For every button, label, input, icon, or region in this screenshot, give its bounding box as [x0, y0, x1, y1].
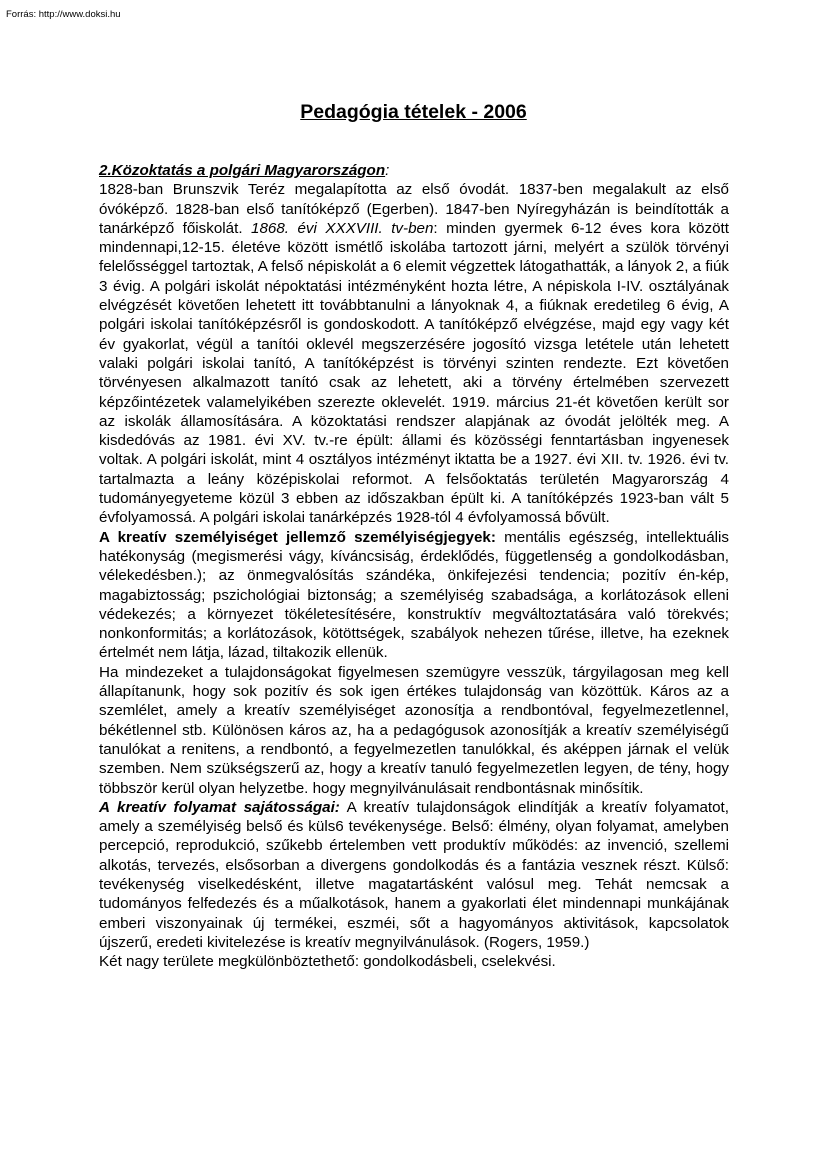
section-heading: 2.Közoktatás a polgári Magyarországon: [99, 162, 386, 179]
paragraph-areas: Két nagy területe megkülönböztethető: gondolkodásbeli, cselekvési.: [99, 953, 556, 971]
paragraph-evaluation: Ha mindezeket a tulajdonságokat figyelmesen szemügyre vesszük, tárgyilagosan meg kell állapítanunk, hogy sok pozitív és sok igen értékes tulajdonság van közöttük. Káros az a szemlélet, amely a kreatív személyiséget azonosítja a rendbontóval, fegyelmezetlennel, békétlennel stb. Különösen káros az, ha a pedagógusok azonosítják a kreatív személyiségű tanulókat a renitens, a rendbontó, a fegyelmezetlen tanulókkal, és aképpen járnak el velük szemben. Nem szükségszerű az, hogy a kreatív tanuló fegyelmezetlen legyen, de tény, hogy többször kerül olyan helyzetbe. hogy megnyilvánulásait rendbontásnak minősítik.: [99, 663, 729, 797]
paragraph-creative-process: [99, 798, 729, 952]
paragraph-creative-process-lead: A kreatív folyamat sajátosságai:: [99, 798, 340, 816]
section-heading-line: [99, 161, 729, 180]
paragraph-creative-traits-lead: A kreatív személyiséget jellemző személyiségjegyek:: [99, 528, 496, 546]
section-heading-colon: :: [385, 162, 390, 179]
document-body: [99, 161, 729, 971]
paragraph-creative-process-text: A kreatív tulajdonságok elindítják a kreatív folyamatot, amely a személyiség belső és küls6 tevékenysége. Belső: élmény, olyan folyamat, amelyben percepció, reprodukció, szűkebb értelemben vett produktív működés: az invenció, szellemi alkotás, tervezés, elsősorban a divergens gondolkodás és a fantázia vesznek részt. Külső: tevékenység viselkedésként, illetve magatartásként valósul meg. Tehát nemcsak a tudományos felfedezés és a műalkotások, hanem a gyakorlati élet mindennapi munkájának emberi viszonyainak új termékei, eszméi, sőt a hagyományos aktivitások, kapcsolatok újszerű, eredeti kivitelezése is kreatív megnyilvánulások. (Rogers, 1959.): [99, 798, 729, 951]
paragraph-creative-traits: [99, 528, 729, 663]
source-note: Forrás: http://www.doksi.hu: [6, 9, 121, 20]
paragraph-history-law-reference: 1868. évi XXXVIII. tv-ben: [251, 219, 434, 237]
paragraph-history-text-1: 1828-ban Brunszvik Teréz megalapította az első óvodát. 1837-ben megalakult az első óvóképző. 1828-ban első tanítóképző (Egerben). 1847-ben Nyíregyházán is beindították a tanárképző főiskolát.: [99, 181, 729, 237]
paragraph-creative-traits-text: mentális egészség, intellektuális hatékonyság (megismerési vágy, kíváncsiság, érdeklődés, függetlenség a gondolkodásban, vélekedésben.); az önmegvalósítás szándéka, önkifejezési tendencia; pozitív én-kép, magabiztosság; pszichológiai biztonság; a személyiség szabadsága, a korlátozások elleni védekezés; a környezet tökéletesítésére, konstruktív megváltoztatására való törekvés; nonkonformitás; a korlátozások, kötöttségek, szabályok nehezen tűrése, illetve, ha ezeknek értelmét nem látja, lázad, tiltakozik ellenük.: [99, 528, 729, 662]
paragraph-history-text-2: : minden gyermek 6-12 éves kora között mindennapi,12-15. életéve között ismétlő iskolába tartozott járni, melyért a szülök törvényi felelősséggel tartoztak, A felső népiskolát a 6 elemit végzettek látogathatták, a lányok 2, a fiúk 3 évig. A polgári iskolát népoktatási intézményként hozta létre, A népiskola I-IV. osztályának elvégzését követően lehetett itt továbbtanulni a lányoknak 4, a fiúknak eredetileg 6 évig, A polgári iskolai tanítóképzésről is gondoskodott. A tanítóképző elvégzése, majd egy vagy két év gyakorlat, végül a tanítói oklevél megszerzésére jogosító vizsga letétele után lehetett valaki polgári iskolai tanító, A tanítóképzést is törvényi szinten rendezte. Ezt követően törvényesen alkalmazott tanító csak az lehetett, aki a törvény értelmében szervezett képzőintézetek valamelyikében szerezte oklevelét. 1919. március 21-ét követően került sor az iskolák államosítására. A közoktatási rendszer alapjának az óvodát jelölték meg. A kisdedóvás az 1981. évi XV. tv.-re épült: állami és közösségi fenntartásban ingyenesek voltak. A polgári iskolát, mint 4 osztályos intézményt iktatta be a 1927. évi XII. tv. 1926. évi tv. tartalmazta a leány középiskolai reformot. A felsőoktatás területén Magyarország 4 tudományegyeteme közül 3 ebben az időszakban épült ki. A tanítóképzés 1923-ban vált 5 évfolyamossá. A polgári iskolai tanárképzés 1928-tól 4 évfolyamossá bővült.: [99, 219, 729, 527]
page-title: Pedagógia tételek - 2006: [300, 101, 527, 123]
paragraph-history: [99, 180, 729, 527]
